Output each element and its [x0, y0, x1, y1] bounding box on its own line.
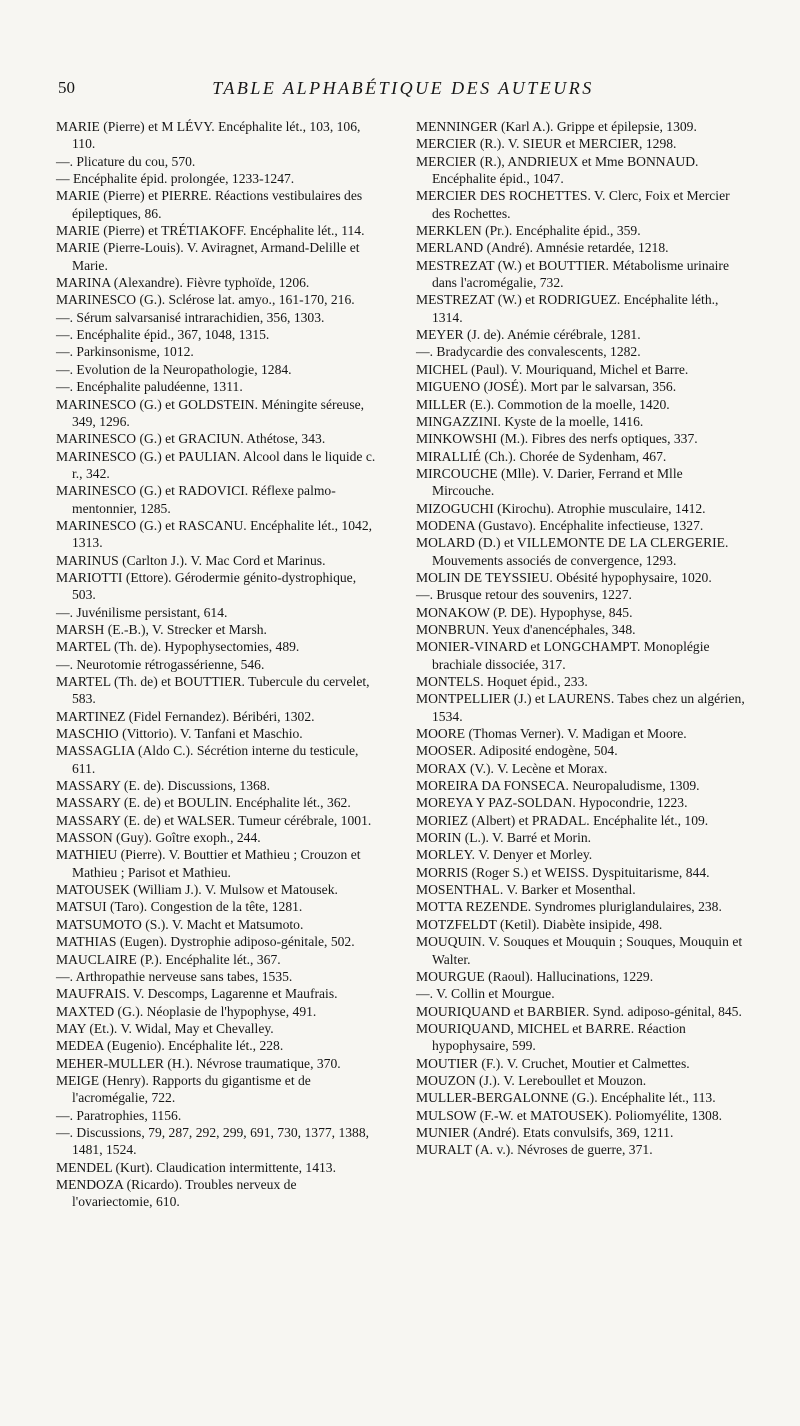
index-entry: MAUFRAIS. V. Descomps, Lagarenne et Maufrais. — [56, 986, 338, 1002]
index-entry: MERCIER (R.), ANDRIEUX et Mme BONNAUD. Encéphalite épid., 1047. — [416, 153, 699, 187]
index-entry: MENDOZA (Ricardo). Troubles nerveux de l'ovariectomie, 610. — [56, 1176, 297, 1210]
index-entry: MORLEY. V. Denyer et Morley. — [416, 847, 593, 863]
index-entry: —. V. Collin et Mourgue. — [416, 986, 555, 1002]
index-entry: —. Encéphalite épid., 367, 1048, 1315. — [56, 327, 270, 343]
index-entry: MORRIS (Roger S.) et WEISS. Dyspituitarisme, 844. — [416, 864, 710, 880]
index-entry: MARTEL (Th. de) et BOUTTIER. Tubercule du cervelet, 583. — [56, 674, 370, 707]
index-entry: MOURIQUAND, MICHEL et BARRE. Réaction hypophysaire, 599. — [416, 1020, 686, 1054]
index-entry: MERCIER (R.). V. SIEUR et MERCIER, 1298. — [416, 136, 677, 152]
index-entry: MARTEL (Th. de). Hypophysectomies, 489. — [56, 639, 300, 655]
index-entry: MASSON (Guy). Goître exoph., 244. — [56, 830, 261, 846]
index-entry: MARIOTTI (Ettore). Gérodermie génito-dystrophique, 503. — [56, 569, 357, 603]
index-entry: MARIE (Pierre-Louis). V. Aviragnet, Armand-Delille et Marie. — [56, 240, 360, 273]
index-entry: MICHEL (Paul). V. Mouriquand, Michel et Barre. — [416, 361, 689, 377]
index-entry: MURALT (A. v.). Névroses de guerre, 371. — [416, 1142, 653, 1158]
index-entry: MOUZON (J.). V. Lereboullet et Mouzon. — [416, 1072, 647, 1088]
index-entry: MESTREZAT (W.) et RODRIGUEZ. Encéphalite léth., 1314. — [416, 292, 719, 325]
index-entry: MOTZFELDT (Ketil). Diabète insipide, 498. — [416, 916, 663, 932]
index-entry: —. Brusque retour des souvenirs, 1227. — [416, 587, 632, 603]
index-entry: MASSARY (E. de) et WALSER. Tumeur cérébrale, 1001. — [56, 812, 372, 828]
page-header — [58, 78, 748, 108]
index-entry: MARSH (E.-B.), V. Strecker et Marsh. — [56, 621, 267, 637]
index-entry: MIRCOUCHE (Mlle). V. Darier, Ferrand et Mlle Mircouche. — [416, 465, 683, 499]
index-entry: MARINESCO (G.) et GRACIUN. Athétose, 343. — [56, 431, 326, 447]
index-entry: MILLER (E.). Commotion de la moelle, 1420. — [416, 396, 670, 412]
page-number: 50 — [58, 78, 75, 97]
index-entry: —. Discussions, 79, 287, 292, 299, 691, 730, 1377, 1388, 1481, 1524. — [56, 1124, 370, 1158]
index-entry: MEHER-MULLER (H.). Névrose traumatique, 370. — [56, 1055, 341, 1071]
index-entry: MINKOWSHI (M.). Fibres des nerfs optiques, 337. — [416, 431, 698, 447]
index-entry: MIRALLIÉ (Ch.). Chorée de Sydenham, 467. — [416, 448, 667, 464]
index-entry: MAXTED (G.). Néoplasie de l'hypophyse, 491. — [56, 1003, 317, 1019]
index-entry: MOSENTHAL. V. Barker et Mosenthal. — [416, 882, 636, 898]
index-entry: MARINA (Alexandre). Fièvre typhoïde, 1206. — [56, 275, 310, 291]
index-entry: MATHIEU (Pierre). V. Bouttier et Mathieu ; Crouzon et Mathieu ; Parisot et Mathieu. — [56, 847, 361, 880]
index-entry: MASCHIO (Vittorio). V. Tanfani et Maschio. — [56, 726, 303, 742]
index-entry: MORIEZ (Albert) et PRADAL. Encéphalite lét., 109. — [416, 812, 709, 828]
index-entry: MOOSER. Adiposité endogène, 504. — [416, 743, 618, 759]
index-entry: MERCIER DES ROCHETTES. V. Clerc, Foix et Mercier des Rochettes. — [416, 188, 730, 221]
index-entry: MONIER-VINARD et LONGCHAMPT. Monoplégie brachiale dissociée, 317. — [416, 639, 710, 672]
index-entry: —. Paratrophies, 1156. — [56, 1107, 182, 1123]
index-entry: — Encéphalite épid. prolongée, 1233-1247. — [56, 171, 295, 187]
index-entry: MAY (Et.). V. Widal, May et Chevalley. — [56, 1020, 274, 1036]
index-entry: MEIGE (Henry). Rapports du gigantisme et de l'acromégalie, 722. — [56, 1072, 311, 1106]
right-index-column — [416, 118, 746, 1159]
index-entry: MERKLEN (Pr.). Encéphalite épid., 359. — [416, 223, 641, 239]
index-entry: MARINESCO (G.) et GOLDSTEIN. Méningite séreuse, 349, 1296. — [56, 396, 365, 429]
index-entry: —. Evolution de la Neuropathologie, 1284. — [56, 361, 292, 377]
index-entry: MARINUS (Carlton J.). V. Mac Cord et Marinus. — [56, 552, 326, 568]
index-entry: MOURIQUAND et BARBIER. Synd. adiposo-génital, 845. — [416, 1003, 742, 1019]
index-entry: MONBRUN. Yeux d'anencéphales, 348. — [416, 621, 636, 637]
index-entry: MIZOGUCHI (Kirochu). Atrophie musculaire, 1412. — [416, 500, 706, 516]
index-entry: MASSARY (E. de). Discussions, 1368. — [56, 778, 270, 794]
index-entry: MONTELS. Hoquet épid., 233. — [416, 674, 588, 689]
left-index-column — [56, 118, 376, 1211]
index-entry: MIGUENO (JOSÉ). Mort par le salvarsan, 356. — [416, 379, 677, 395]
index-entry: —. Juvénilisme persistant, 614. — [56, 604, 228, 620]
index-entry: MASSAGLIA (Aldo C.). Sécrétion interne du testicule, 611. — [56, 743, 359, 776]
index-entry: MARINESCO (G.) et PAULIAN. Alcool dans le liquide c. r., 342. — [56, 448, 376, 481]
index-entry: —. Bradycardie des convalescents, 1282. — [416, 344, 641, 360]
index-entry: MOLIN DE TEYSSIEU. Obésité hypophysaire, 1020. — [416, 569, 712, 585]
index-entry: MARINESCO (G.) et RASCANU. Encéphalite lét., 1042, 1313. — [56, 517, 373, 551]
index-entry: MENDEL (Kurt). Claudication intermittente, 1413. — [56, 1159, 336, 1175]
index-entry: MOTTA REZENDE. Syndromes pluriglandulaires, 238. — [416, 899, 722, 915]
index-entry: MARINESCO (G.) et RADOVICI. Réflexe palmo-mentonnier, 1285. — [56, 483, 336, 516]
index-entry: MORAX (V.). V. Lecène et Morax. — [416, 760, 608, 776]
index-entry: MODENA (Gustavo). Encéphalite infectieuse, 1327. — [416, 517, 704, 533]
index-entry: MENNINGER (Karl A.). Grippe et épilepsie, 1309. — [416, 119, 697, 134]
index-entry: MARIE (Pierre) et PIERRE. Réactions vestibulaires des épileptiques, 86. — [56, 188, 363, 221]
index-entry: MOORE (Thomas Verner). V. Madigan et Moore. — [416, 726, 687, 742]
index-entry: MOUQUIN. V. Souques et Mouquin ; Souques, Mouquin et Walter. — [416, 934, 743, 967]
index-entry: MONAKOW (P. DE). Hypophyse, 845. — [416, 604, 633, 620]
index-entry: MOURGUE (Raoul). Hallucinations, 1229. — [416, 968, 654, 984]
index-entry: MAUCLAIRE (P.). Encéphalite lét., 367. — [56, 951, 281, 967]
index-entry: MINGAZZINI. Kyste de la moelle, 1416. — [416, 413, 644, 429]
index-entry: MOREIRA DA FONSECA. Neuropaludisme, 1309. — [416, 778, 700, 794]
index-entry: MOUTIER (F.). V. Cruchet, Moutier et Calmettes. — [416, 1055, 690, 1071]
index-entry: MARTINEZ (Fidel Fernandez). Béribéri, 1302. — [56, 708, 315, 724]
index-entry: MEYER (J. de). Anémie cérébrale, 1281. — [416, 327, 641, 343]
index-entry: —. Encéphalite paludéenne, 1311. — [56, 379, 243, 395]
index-entry: MULLER-BERGALONNE (G.). Encéphalite lét., 113. — [416, 1090, 716, 1106]
index-entry: MONTPELLIER (J.) et LAURENS. Tabes chez un algérien, 1534. — [416, 691, 745, 724]
index-entry: MOREYA Y PAZ-SOLDAN. Hypocondrie, 1223. — [416, 795, 688, 811]
index-entry: MEDEA (Eugenio). Encéphalite lét., 228. — [56, 1038, 284, 1054]
index-entry: MUNIER (André). Etats convulsifs, 369, 1211. — [416, 1124, 674, 1140]
index-entry: MASSARY (E. de) et BOULIN. Encéphalite lét., 362. — [56, 795, 351, 811]
index-entry: MATSUI (Taro). Congestion de la tête, 1281. — [56, 899, 303, 915]
index-entry: MARIE (Pierre) et TRÉTIAKOFF. Encéphalite lét., 114. — [56, 223, 365, 239]
index-entry: MATSUMOTO (S.). V. Macht et Matsumoto. — [56, 916, 304, 932]
running-title: TABLE ALPHABÉTIQUE DES AUTEURS — [212, 78, 594, 98]
index-entry: —. Neurotomie rétrogassérienne, 546. — [56, 656, 265, 672]
index-entry: MOLARD (D.) et VILLEMONTE DE LA CLERGERIE. Mouvements associés de convergence, 1293. — [416, 535, 729, 568]
index-entry: —. Sérum salvarsanisé intrarachidien, 356, 1303. — [56, 309, 325, 325]
index-entry: MARINESCO (G.). Sclérose lat. amyo., 161-170, 216. — [56, 292, 355, 308]
index-entry: MARIE (Pierre) et M LÉVY. Encéphalite lét., 103, 106, 110. — [56, 119, 361, 152]
index-entry: —. Parkinsonisme, 1012. — [56, 344, 194, 360]
index-entry: —. Plicature du cou, 570. — [56, 153, 196, 169]
index-entry: MERLAND (André). Amnésie retardée, 1218. — [416, 240, 669, 256]
index-entry: MATOUSEK (William J.). V. Mulsow et Matousek. — [56, 882, 338, 898]
index-entry: —. Arthropathie nerveuse sans tabes, 1535. — [56, 968, 293, 984]
index-entry: MULSOW (F.-W. et MATOUSEK). Poliomyélite, 1308. — [416, 1107, 723, 1123]
index-entry: MATHIAS (Eugen). Dystrophie adiposo-génitale, 502. — [56, 934, 355, 950]
index-entry: MORIN (L.). V. Barré et Morin. — [416, 830, 592, 846]
index-entry: MESTREZAT (W.) et BOUTTIER. Métabolisme urinaire dans l'acromégalie, 732. — [416, 257, 729, 291]
